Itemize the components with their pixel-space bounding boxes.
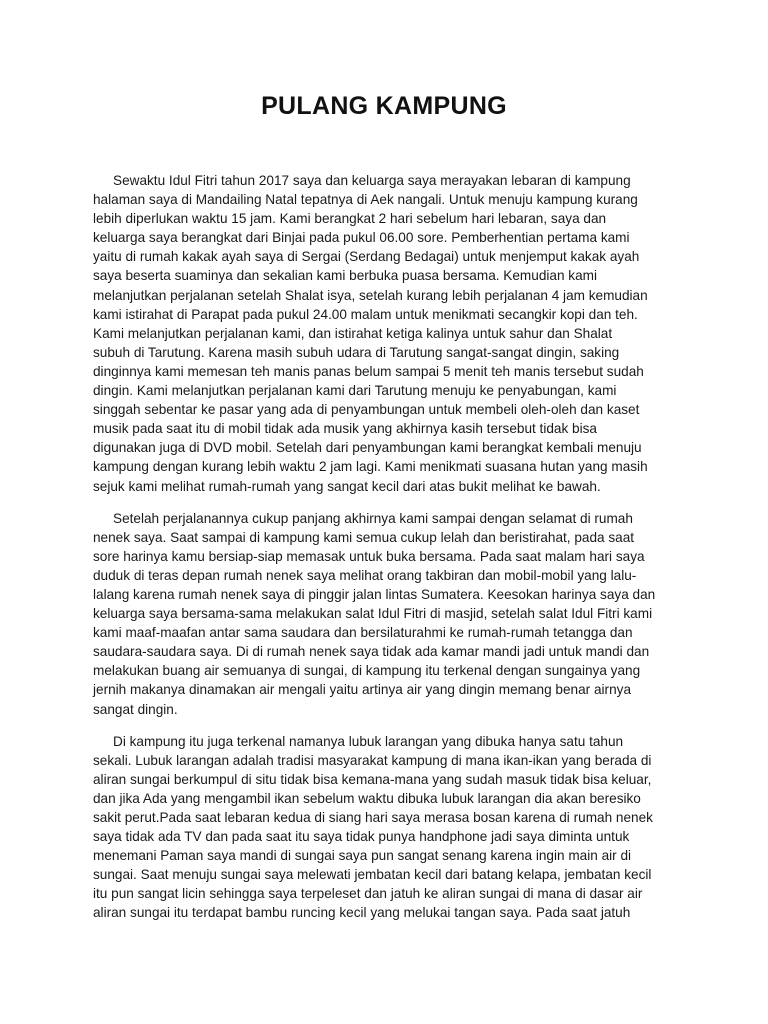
paragraph: [93, 509, 703, 719]
paragraph: [93, 732, 703, 923]
text-line: saudara-saudara saya. Di di rumah nenek saya tidak ada kamar mandi jadi untuk mandi dan: [93, 644, 650, 660]
text-line: sangat dingin.: [93, 701, 178, 717]
text-line: menemani Paman saya mandi di sungai saya pun sangat senang karena ingin main air di: [93, 848, 632, 864]
text-line: dingin. Kami melanjutkan perjalanan kami dari Tarutung menuju ke penyabungan, kami: [93, 383, 617, 399]
text-line: saya beserta suaminya dan sekalian kami berbuka puasa bersama. Kemudian kami: [93, 268, 597, 284]
text-line: Sewaktu Idul Fitri tahun 2017 saya dan keluarga saya merayakan lebaran di kampung: [113, 173, 631, 188]
text-line: sungai. Saat menuju sungai saya melewati jembatan kecil dari batang kelapa, jembatan kecil: [93, 867, 652, 883]
text-line: subuh di Tarutung. Karena masih subuh udara di Tarutung sangat-sangat dingin, saking: [93, 344, 620, 360]
text-line: digunakan juga di DVD mobil. Setelah dari penyambungan kami berangkat kembali menuju: [93, 440, 642, 456]
text-line: melakukan buang air semuanya di sungai, di kampung itu terkenal dengan sungainya yang: [93, 663, 641, 679]
text-line: dan jika Ada yang mengambil ikan sebelum waktu dibuka lubuk larangan dia akan beresiko: [93, 790, 641, 806]
text-line: duduk di teras depan rumah nenek saya melihat orang takbiran dan mobil-mobil yang lalu-: [93, 567, 637, 583]
text-line: kami istirahat di Parapat pada pukul 24.00 malam untuk menikmati secangkir kopi dan teh.: [93, 306, 638, 322]
text-line: Kami melanjutkan perjalanan kami, dan istirahat ketiga kalinya untuk sahur dan Shalat: [93, 325, 613, 341]
text-line: sakit perut.Pada saat lebaran kedua di siang hari saya merasa bosan karena di rumah nenek: [93, 810, 653, 825]
text-line: jernih makanya dinamakan air mengali yaitu artinya air yang dingin memang benar airnya: [93, 682, 632, 698]
text-line: Setelah perjalanannya cukup panjang akhirnya kami sampai dengan selamat di rumah: [113, 510, 633, 526]
text-line: halaman saya di Mandailing Natal tepatnya di Aek nangali. Untuk menuju kampung kurang: [93, 192, 638, 208]
text-line: lalang karena rumah nenek saya di pinggir jalan lintas Sumatera. Keesokan harinya saya dan: [93, 586, 656, 602]
text-line: saya tidak ada TV dan pada saat itu saya tidak punya handphone jadi saya diminta untuk: [93, 829, 630, 845]
text-line: dinginnya kami memesan teh manis panas belum sampai 5 menit teh manis tersebut sudah: [93, 363, 644, 379]
text-line: sejuk kami melihat rumah-rumah yang sangat kecil dari atas bukit melihat ke bawah.: [93, 478, 601, 494]
text-line: Di kampung itu juga terkenal namanya lubuk larangan yang dibuka hanya satu tahun: [113, 733, 624, 749]
text-line: sekali. Lubuk larangan adalah tradisi masyarakat kampung di mana ikan-ikan yang berada di: [93, 752, 652, 768]
text-line: melanjutkan perjalanan setelah Shalat isya, setelah kurang lebih perjalanan 4 jam kemudian: [93, 287, 648, 303]
document-body: [93, 171, 703, 936]
text-line: lebih diperlukan waktu 15 jam. Kami berangkat 2 hari sebelum hari lebaran, saya dan: [93, 211, 607, 227]
text-line: singgah sebentar ke pasar yang ada di penyambungan untuk membeli oleh-oleh dan kaset: [93, 402, 640, 418]
text-line: keluarga saya bersama-sama melakukan salat Idul Fitri di masjid, setelah salat Idul Fitri kami: [93, 606, 653, 622]
text-line: sore harinya kamu bersiap-siap memasak untuk buka bersama. Pada saat malam hari saya: [93, 548, 645, 564]
document-title: PULANG KAMPUNG: [261, 92, 507, 120]
text-line: aliran sungai itu terdapat bambu runcing kecil yang melukai tangan saya. Pada saat jatuh: [93, 905, 631, 921]
text-line: aliran sungai berkumpul di situ tidak bisa kemana-mana yang sudah masuk tidak bisa keluar,: [93, 771, 652, 787]
text-line: keluarga saya berangkat dari Binjai pada pukul 06.00 sore. Pemberhentian pertama kami: [93, 230, 630, 246]
text-line: kampung dengan kurang lebih waktu 2 jam lagi. Kami menikmati suasana hutan yang masih: [93, 459, 648, 475]
text-line: nenek saya. Saat sampai di kampung kami semua cukup lelah dan beristirahat, pada saat: [93, 529, 635, 545]
text-line: itu pun sangat licin sehingga saya terpeleset dan jatuh ke aliran sungai di mana di dasar air: [93, 886, 643, 902]
text-line: yaitu di rumah kakak ayah saya di Sergai (Serdang Bedagai) untuk menjemput kakak ayah: [93, 249, 640, 265]
text-line: kami maaf-maafan antar sama saudara dan bersilaturahmi ke rumah-rumah tetangga dan: [93, 625, 633, 641]
paragraph: [93, 171, 703, 496]
text-line: musik pada saat itu di mobil tidak ada musik yang akhirnya kasih tersebut tidak bisa: [93, 421, 597, 437]
